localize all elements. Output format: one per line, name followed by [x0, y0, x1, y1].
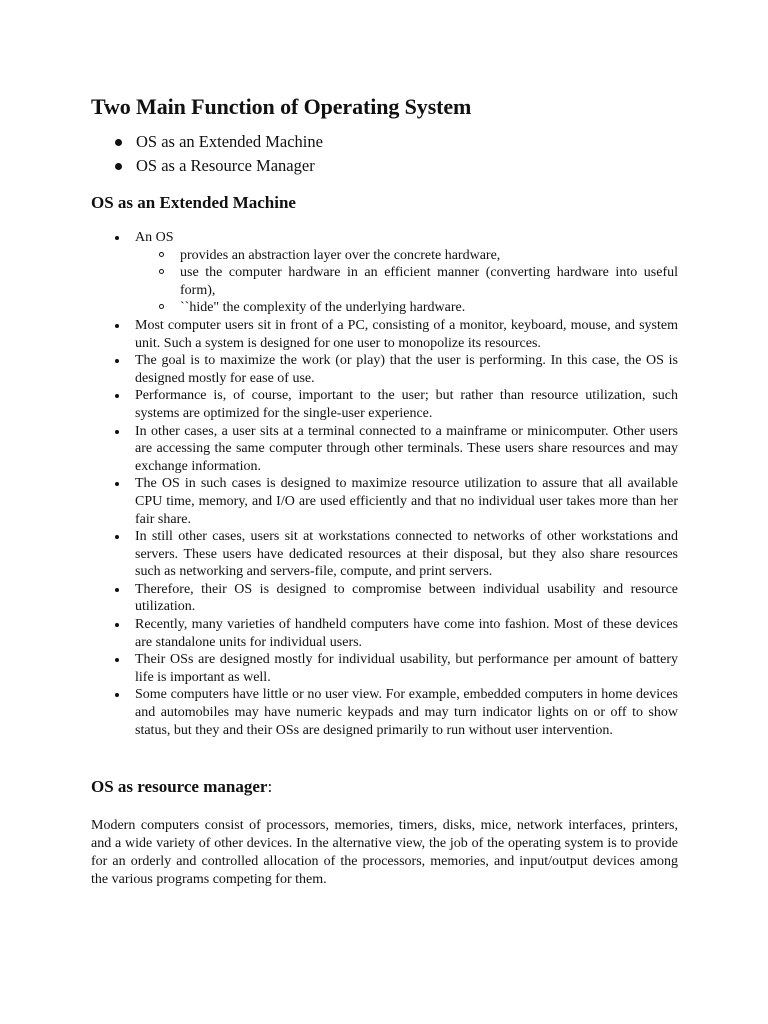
- extended-machine-list: [91, 229, 678, 739]
- list-item: Their OSs are designed mostly for individual usability, but performance per amount of battery life is important as well.: [91, 651, 678, 686]
- document-page: [91, 93, 678, 889]
- list-item: Some computers have little or no user view. For example, embedded computers in home devices and automobiles may have numeric keypads and may turn indicator lights on or off to show status, but they and their OSs are designed primarily to run without user intervention.: [91, 686, 678, 739]
- page-title: Two Main Function of Operating System: [91, 94, 472, 119]
- section-heading-colon: :: [267, 777, 273, 797]
- resource-manager-paragraph: Modern computers consist of processors, memories, timers, disks, mice, network interfaces, printers, and a wide variety of other devices. In the alternative view, the job of the operating system is to provide for an orderly and controlled allocation of the processors, memories, and input/output devices among the various programs competing for them.: [91, 818, 678, 888]
- main-functions-list: [91, 130, 678, 178]
- list-item: Recently, many varieties of handheld computers have come into fashion. Most of these devices are standalone units for individual users.: [91, 616, 678, 651]
- section-heading-resource-manager: [91, 775, 678, 799]
- list-item: Therefore, their OS is designed to compromise between individual usability and resource utilization.: [91, 581, 678, 616]
- section-heading-extended-machine: OS as an Extended Machine: [91, 193, 296, 212]
- sub-list-item: provides an abstraction layer over the concrete hardware,: [135, 247, 678, 265]
- list-item: The OS in such cases is designed to maximize resource utilization to assure that all available CPU time, memory, and I/O are used efficiently and that no individual user takes more than her fair share.: [91, 475, 678, 528]
- list-item: In other cases, a user sits at a terminal connected to a mainframe or minicomputer. Other users are accessing the same computer through other terminals. These users share resources and may exchange information.: [91, 423, 678, 476]
- list-item-text: An OS: [135, 230, 174, 245]
- list-item: Most computer users sit in front of a PC, consisting of a monitor, keyboard, mouse, and system unit. Such a system is designed for one user to monopolize its resources.: [91, 317, 678, 352]
- list-item: Performance is, of course, important to the user; but rather than resource utilization, such systems are optimized for the single-user experience.: [91, 387, 678, 422]
- sub-list-item: use the computer hardware in an efficient manner (converting hardware into useful form),: [135, 264, 678, 299]
- main-function-item: OS as an Extended Machine: [91, 130, 678, 154]
- list-item: The goal is to maximize the work (or play) that the user is performing. In this case, the OS is designed mostly for ease of use.: [91, 352, 678, 387]
- sub-list: [135, 247, 678, 317]
- list-item: In still other cases, users sit at workstations connected to networks of other workstations and servers. These users have dedicated resources at their disposal, but they also share resources such as networking and servers-file, compute, and print servers.: [91, 528, 678, 581]
- main-function-item: OS as a Resource Manager: [91, 154, 678, 178]
- sub-list-item: ``hide" the complexity of the underlying hardware.: [135, 299, 678, 317]
- list-item: [91, 229, 678, 317]
- section-heading-text: OS as resource manager: [91, 777, 268, 797]
